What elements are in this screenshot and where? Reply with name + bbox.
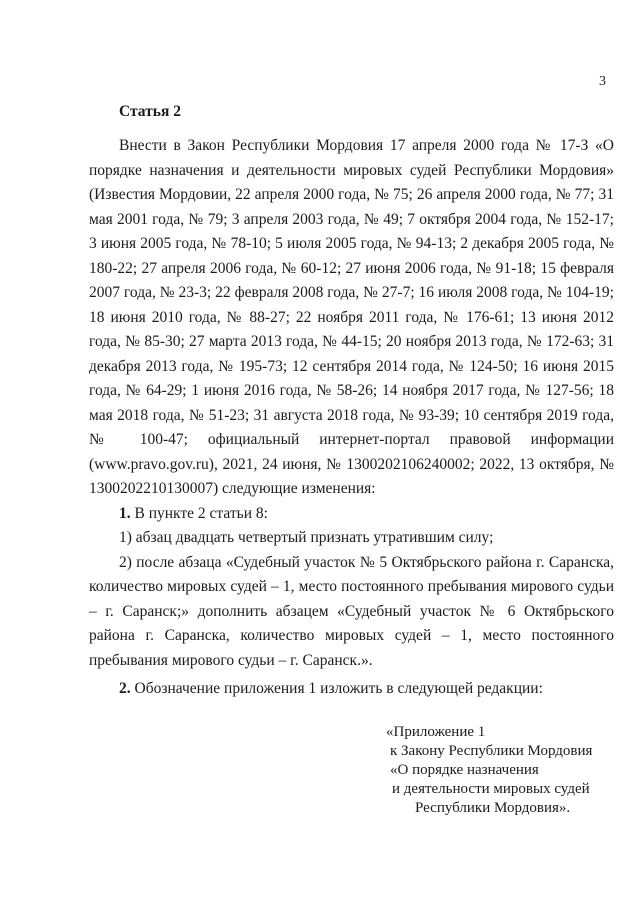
- item-1-paragraph: [89, 502, 614, 527]
- page-number: 3: [599, 74, 606, 89]
- appendix-line-2: к Закону Республики Мордовия: [390, 743, 593, 759]
- intro-paragraph: Внести в Закон Республики Мордовия 17 апреля 2000 года № 17-З «О порядке назначения и деятельности мировых судей Республики Мордовия» (Известия Мордовии, 22 апреля 2000 года, № 75; 26 апреля 2000 года, № 77; 31 мая 2001 года, № 79; 3 апреля 2003 года, № 49; 7 октября 2004 года, № 152-17; 3 июня 2005 года, № 78-10; 5 июля 2005 года, № 94-13; 2 декабря 2005 года, № 180-22; 27 апреля 2006 года, № 60-12; 27 июня 2006 года, № 91-18; 15 февраля 2007 года, № 23-3; 22 февраля 2008 года, № 27-7; 16 июля 2008 года, № 104-19; 18 июня 2010 года, № 88-27; 22 ноября 2011 года, № 176-61; 13 июня 2012 года, № 85-30; 27 марта 2013 года, № 44-15; 20 ноября 2013 года, № 172-63; 31 декабря 2013 года, № 195-73; 12 сентября 2014 года, № 124-50; 16 июня 2015 года, № 64-29; 1 июня 2016 года, № 58-26; 14 ноября 2017 года, № 127-56; 18 мая 2018 года, № 51-23; 31 августа 2018 года, № 93-39; 10 сентября 2019 года, № 100-47; официальный интернет-портал правовой информации (www.pravo.gov.ru), 2021, 24 июня, № 1300202106240002; 2022, 13 октября, № 1300202210130007) следующие изменения:: [89, 137, 614, 497]
- item-1-subitem-2: 2) после абзаца «Судебный участок № 5 Октябрьского района г. Саранска, количество мировых судей – 1, место постоянного пребывания мирового судьи – г. Саранск;» дополнить абзацем «Судебный участок № 6 Октябрьского района г. Саранска, количество мировых судей – 1, место постоянного пребывания мирового судьи – г. Саранск.».: [89, 553, 614, 669]
- item-1-number: 1.: [119, 504, 131, 522]
- appendix-line-5: Республики Мордовия».: [415, 800, 571, 816]
- appendix-line-3: «О порядке назначения: [390, 762, 539, 778]
- article-heading: Статья 2: [119, 103, 181, 120]
- item-2-text: Обозначение приложения 1 изложить в следующей редакции:: [130, 680, 543, 697]
- item-2-number: 2.: [119, 680, 131, 697]
- article-body: [89, 134, 614, 702]
- appendix-line-1: «Приложение 1: [386, 724, 486, 740]
- item-1-subitem-1: 1) абзац двадцать четвертый признать утратившим силу;: [119, 529, 494, 546]
- appendix-header: [384, 723, 592, 818]
- appendix-line-4: и деятельности мировых судей: [392, 781, 590, 797]
- item-1-text: В пункте 2 статьи 8:: [130, 504, 268, 522]
- item-2-paragraph: [89, 677, 614, 702]
